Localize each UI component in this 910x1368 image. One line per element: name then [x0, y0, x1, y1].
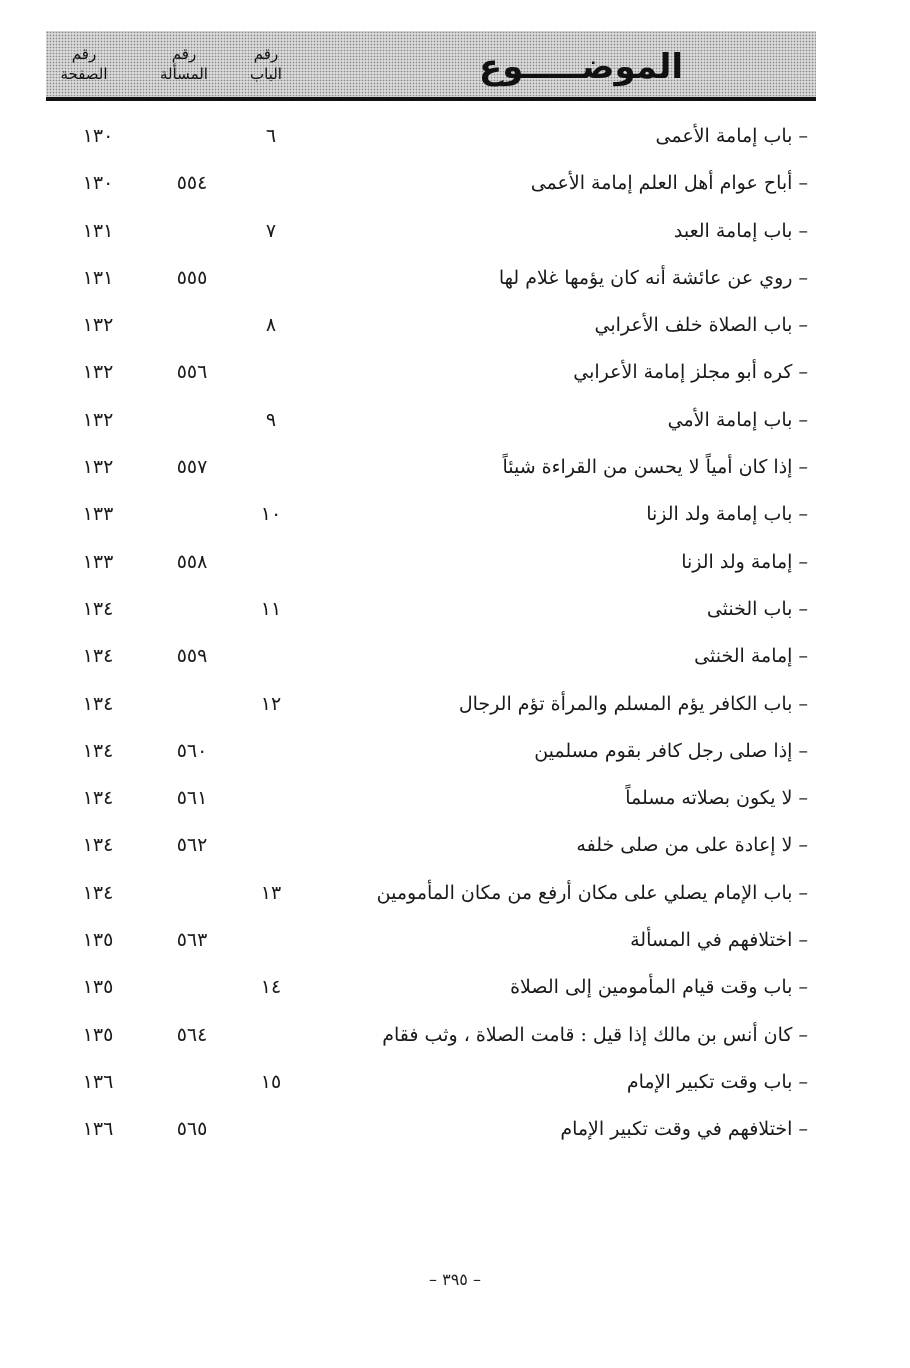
- issue-column-header-line1: رقم: [171, 45, 197, 63]
- table-row: [46, 159, 816, 206]
- table-row: [46, 632, 816, 679]
- table-row: [46, 916, 816, 963]
- issue-number-cell: ٥٥٦: [176, 361, 208, 384]
- issue-number-cell: ٥٥٥: [176, 266, 208, 289]
- table-header: [46, 31, 816, 97]
- topic-cell: – باب وقت تكبير الإمام: [626, 1070, 808, 1093]
- topic-column-header: [346, 31, 816, 97]
- topic-cell: – أباح عوام أهل العلم إمامة الأعمى: [530, 172, 808, 195]
- page-number-cell: ١٣٢: [82, 456, 114, 479]
- chapter-number-cell: ٦: [265, 125, 277, 147]
- page-number-cell: ١٣١: [82, 266, 114, 289]
- issue-number-cell: ٥٦٠: [176, 739, 208, 762]
- chapter-number-cell: ١٣: [260, 881, 282, 904]
- topic-cell: – باب الكافر يؤم المسلم والمرأة تؤم الرجال: [458, 692, 808, 715]
- page-number-cell: ١٣٠: [82, 125, 114, 147]
- topic-cell: – باب إمامة الأمي: [667, 408, 808, 431]
- table-row: [46, 301, 816, 348]
- issue-number-cell: ٥٦١: [176, 787, 208, 810]
- page-number-cell: ١٣٤: [82, 834, 114, 857]
- chapter-number-cell: ٧: [265, 219, 277, 242]
- issue-number-cell: ٥٥٨: [176, 550, 208, 573]
- table-row: [46, 490, 816, 537]
- topic-cell: – باب الخنثى: [706, 597, 808, 620]
- table-row: [46, 396, 816, 443]
- topic-cell: – لا يكون بصلاته مسلماً: [625, 787, 808, 810]
- table-row: [46, 112, 816, 159]
- table-row: [46, 774, 816, 821]
- page-number-cell: ١٣٤: [82, 739, 114, 762]
- page-number-cell: ١٣١: [82, 219, 114, 242]
- table-row: [46, 869, 816, 916]
- page-number-cell: ١٣٣: [82, 503, 114, 526]
- chapter-number-cell: ٨: [265, 314, 277, 337]
- chapter-column-header-line2: الباب: [250, 65, 282, 83]
- table-row: [46, 1058, 816, 1105]
- page-number-cell: ١٣٦: [82, 1118, 114, 1141]
- chapter-number-cell: ١٠: [260, 503, 282, 526]
- chapter-number-cell: ١١: [260, 597, 282, 620]
- issue-number-cell: ٥٥٤: [176, 172, 208, 195]
- page-number-cell: ١٣٤: [82, 597, 114, 620]
- topic-column-header-label: الموضـــــوع: [478, 47, 684, 87]
- topic-cell: – كان أنس بن مالك إذا قيل : قامت الصلاة ، وثب فقام: [382, 1023, 808, 1046]
- issue-number-cell: ٥٦٤: [176, 1023, 208, 1046]
- topic-cell: – باب إمامة ولد الزنا: [646, 503, 808, 526]
- issue-number-cell: ٥٦٣: [176, 929, 208, 952]
- topic-cell: – لا إعادة على من صلى خلفه: [576, 834, 808, 857]
- page-column-header: [50, 31, 118, 97]
- table-row: [46, 1011, 816, 1058]
- page-number-cell: ١٣٤: [82, 787, 114, 810]
- table-row: [46, 348, 816, 395]
- chapter-column-header: [236, 31, 296, 97]
- table-row: [46, 727, 816, 774]
- page-number-cell: ١٣٥: [82, 1023, 114, 1046]
- index-table-body: [46, 112, 816, 1153]
- page-column-header-line2: الصفحة: [60, 65, 108, 83]
- page-number-cell: ١٣٢: [82, 361, 114, 384]
- header-divider: [46, 97, 816, 101]
- issue-number-cell: ٥٦٥: [176, 1118, 208, 1141]
- topic-cell: – اختلافهم في المسألة: [630, 929, 808, 952]
- page-number-cell: ١٣٦: [82, 1070, 114, 1093]
- page-number-cell: ١٣٤: [82, 692, 114, 715]
- page-number-cell: ١٣٠: [82, 172, 114, 195]
- topic-cell: – كره أبو مجلز إمامة الأعرابي: [573, 361, 808, 384]
- page-number-cell: ١٣٤: [82, 645, 114, 668]
- table-row: [46, 254, 816, 301]
- topic-cell: – روي عن عائشة أنه كان يؤمها غلام لها: [498, 266, 808, 289]
- page-number-cell: ١٣٥: [82, 929, 114, 952]
- topic-cell: – باب إمامة الأعمى: [655, 125, 808, 147]
- table-row: [46, 585, 816, 632]
- page-column-header-line1: رقم: [71, 45, 97, 63]
- table-row: [46, 538, 816, 585]
- table-row: [46, 821, 816, 868]
- issue-number-cell: ٥٥٧: [176, 456, 208, 479]
- chapter-number-cell: ١٤: [260, 976, 282, 999]
- table-row: [46, 680, 816, 727]
- page-number: – ٣٩٥ –: [429, 1270, 481, 1289]
- table-row: [46, 443, 816, 490]
- issue-column-header-line2: المسألة: [160, 65, 208, 83]
- table-row: [46, 1105, 816, 1152]
- chapter-number-cell: ٩: [265, 408, 277, 431]
- topic-cell: – إذا صلى رجل كافر بقوم مسلمين: [534, 739, 808, 762]
- issue-number-cell: ٥٥٩: [176, 645, 208, 668]
- topic-cell: – اختلافهم في وقت تكبير الإمام: [560, 1118, 808, 1141]
- chapter-number-cell: ١٥: [260, 1070, 282, 1093]
- issue-column-header: [146, 31, 222, 97]
- topic-cell: – إمامة ولد الزنا: [681, 550, 808, 573]
- table-row: [46, 207, 816, 254]
- topic-cell: – إمامة الخنثى: [694, 645, 808, 668]
- chapter-column-header-line1: رقم: [253, 45, 279, 63]
- page-number-cell: ١٣٥: [82, 976, 114, 999]
- chapter-number-cell: ١٢: [260, 692, 282, 715]
- topic-cell: – إذا كان أمياً لا يحسن من القراءة شيئاً: [502, 456, 808, 479]
- topic-cell: – باب وقت قيام المأمومين إلى الصلاة: [510, 976, 808, 999]
- page-number-cell: ١٣٢: [82, 408, 114, 431]
- issue-number-cell: ٥٦٢: [176, 834, 208, 857]
- table-row: [46, 963, 816, 1010]
- topic-cell: – باب الصلاة خلف الأعرابي: [594, 314, 808, 337]
- page-number-cell: ١٣٢: [82, 314, 114, 337]
- topic-cell: – باب الإمام يصلي على مكان أرفع من مكان المأمومين: [376, 881, 808, 904]
- page-number-cell: ١٣٣: [82, 550, 114, 573]
- topic-cell: – باب إمامة العبد: [673, 219, 808, 242]
- page-number-cell: ١٣٤: [82, 881, 114, 904]
